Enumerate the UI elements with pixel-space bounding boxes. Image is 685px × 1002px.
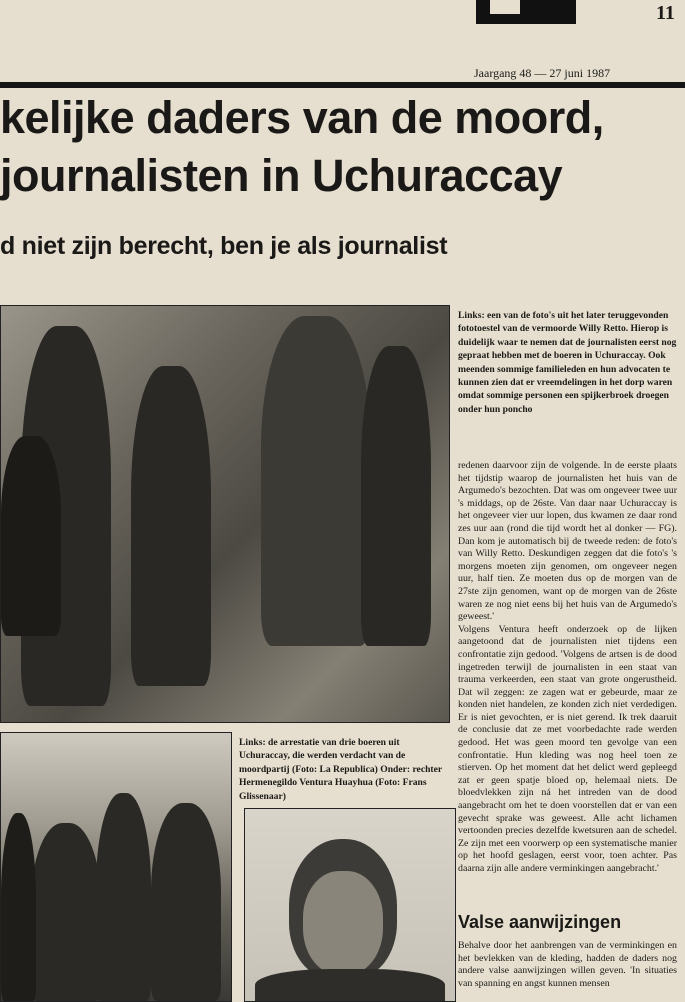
issue-date-line: Jaargang 48 — 27 juni 1987 <box>474 66 611 80</box>
article-paragraph-1: redenen daarvoor zijn de volgende. In de eerste plaats het tijdstip waarop de journalisten het huis van de Argumedo's bezochten. Dat was om ongeveer twee uur 's middags, op de 26ste. Van daar naar Uchuraccay is het ongeveer vier uur lopen, dus kwamen ze daar rond zes uur aan (rond die tijd wordt het al donker — FG). Dan kom je automatisch bij de tweede reden: de foto's van Willy Retto. Deskundigen zeggen dat die foto's 's morgens moeten zijn genomen, om ongeveer negen uur, half tien. Ze moeten dus op de morgen van de 27ste zijn genomen, want op de morgen van de 26ste waren ze nog niet eens bij het huis van de Argumedo's geweest.' <box>458 460 677 623</box>
photo-arrest-farmers <box>0 732 232 1002</box>
article-paragraph-2: Volgens Ventura heeft onderzoek op de lijken aangetoond dat de journalisten niet tijdens een confrontatie zijn gedood. 'Volgens de artsen is de dood ingetreden terwijl de journalisten in een staat van trauma verkeerden, een staat van grote ongerustheid. Dat wil zeggen: ze zagen wat er gebeurde, maar ze konden niet handelen, ze konden zich niet verdedigen. Er is niet gevochten, er is niet gerend. Ik trek daaruit de conclusie dat ze met voorbedachte rade werden gedood. Het was geen moord ten gevolge van een confrontatie. Hun kleding was nog heel toen ze stierven. Op het moment dat het delict werd gepleegd zat er geen spatje bloed op, helemaal niets. De bloedvlekken zijn ná het intreden van de dood aangebracht om het te doen voorstellen dat er van een gevecht sprake was geweest. Alle acht lichamen vertoonden precies dezelfde kwetsuren aan de schedel. Ze zijn met een voorwerp op een systematische manier op het hoofd geslagen, eerst voor, toen achter. Pas daarna zijn alle andere verminkingen aangebracht.' <box>458 623 677 874</box>
photo-journalists-with-farmers <box>0 305 450 723</box>
headline-line-2: journalisten in Uchuraccay <box>0 150 563 201</box>
article-subheading: Valse aanwijzingen <box>458 912 622 932</box>
photo-caption-bottom: Links: de arrestatie van drie boeren uit Uchuraccay, die werden verdacht van de moordpartij (Foto: La Republica) Onder: rechter Hermenegildo Ventura Huayhua (Foto: Frans Glissenaar) <box>239 737 442 802</box>
article-column <box>458 460 677 876</box>
header-rule <box>0 82 685 88</box>
article-paragraph-3: Behalve door het aanbrengen van de verminkingen en het bevlekken van de kleding, hadden de daders nog andere valse aanwijzingen willen geven. 'In situaties van spanning en angst kunnen mensen <box>458 940 677 989</box>
page-number: 11 <box>656 2 675 24</box>
masthead-logo <box>476 0 576 24</box>
photo-judge-portrait <box>244 808 456 1002</box>
photo-caption-top: Links: een van de foto's uit het later teruggevonden fototoestel van de vermoorde Willy Retto. Hierop is duidelijk waar te nemen dat de journalisten eerst nog gepraat hebben met de boeren in Uchuraccay. Ook meenden sommige familieleden en hun advocaten te kunnen zien dat er vreemdelingen in het dorp waren omdat sommige personen een spijkerbroek droegen onder hun poncho <box>458 310 677 415</box>
headline-subline: d niet zijn berecht, ben je als journalist <box>0 232 448 260</box>
headline-line-1: kelijke daders van de moord, <box>0 92 604 143</box>
